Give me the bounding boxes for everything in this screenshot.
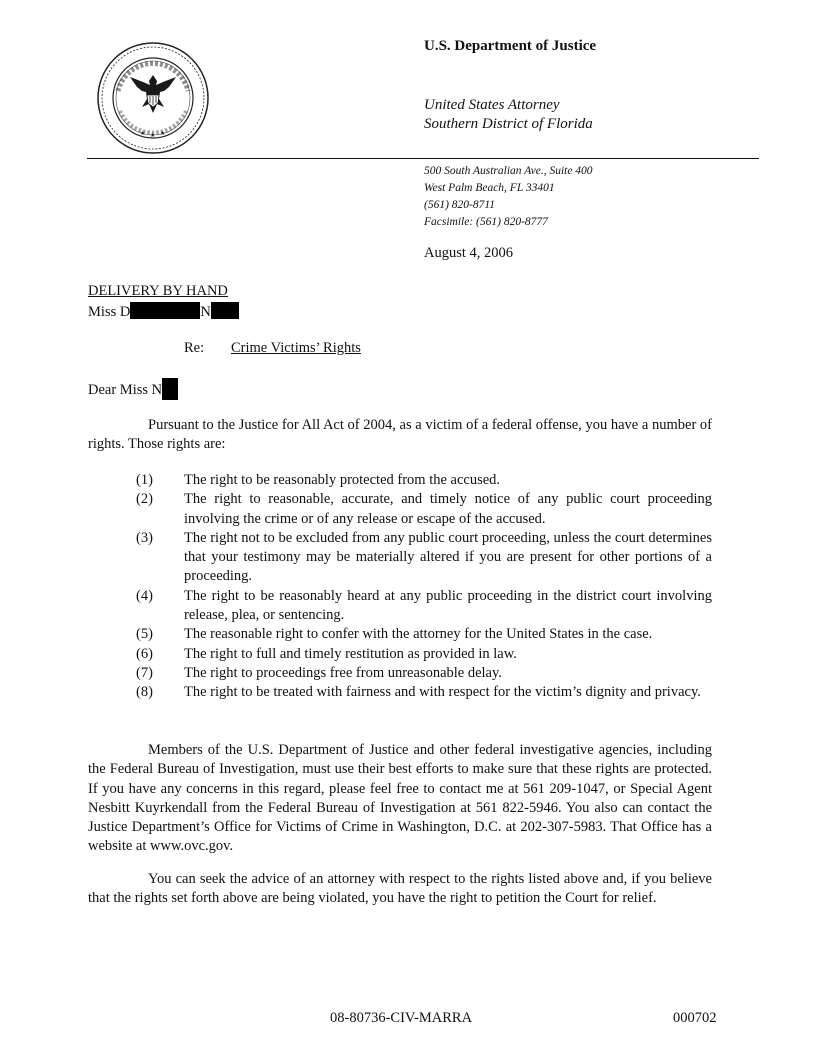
- item-number: (7): [136, 664, 153, 681]
- salutation: [88, 378, 178, 400]
- rights-list: [136, 471, 712, 703]
- contact-text: Members of the U.S. Department of Justice and other federal investigative agencies, including the Federal Bureau of Investigation, must use their best efforts to make sure that these rights are protected. If you have any concerns in this regard, please feel free to contact me at 561 209-1047, or Special Agent Nesbitt Kuyrkendall from the Federal Bureau of Investigation at 561 822-5946. You also can contact the Justice Department’s Office for Victims of Crime in Washington, D.C. at 202-307-5983. That Office has a website at www.ovc.gov.: [88, 742, 712, 855]
- item-number: (8): [136, 684, 153, 701]
- redaction-box: [211, 302, 239, 319]
- intro-paragraph: [88, 416, 712, 455]
- advice-paragraph: [88, 870, 712, 909]
- svg-text:★: ★: [160, 130, 166, 137]
- item-text: The right not to be excluded from any public court proceeding, unless the court determines that your testimony may be materially altered if you are present for other portions of a proceeding.: [184, 529, 712, 585]
- item-text: The right to be treated with fairness and with respect for the victim’s dignity and privacy.: [184, 684, 701, 701]
- letter-date: August 4, 2006: [424, 245, 514, 261]
- item-number: (4): [136, 587, 153, 604]
- agency-name: U.S. Department of Justice: [424, 38, 597, 54]
- office-line-2: Southern District of Florida: [424, 116, 593, 132]
- redaction-box: [162, 378, 178, 400]
- re-subject: Crime Victims’ Rights: [231, 340, 361, 356]
- fax-line: Facsimile: (561) 820-8777: [424, 216, 548, 228]
- item-text: The right to be reasonably heard at any public proceeding in the district court involving release, plea, or sentencing.: [184, 587, 712, 624]
- item-text: The right to full and timely restitution as provided in law.: [184, 645, 517, 662]
- doj-seal-logo: [96, 41, 210, 155]
- item-text: The right to proceedings free from unreasonable delay.: [184, 664, 502, 681]
- item-number: (3): [136, 529, 153, 546]
- list-item: [136, 471, 712, 490]
- item-number: (1): [136, 472, 153, 488]
- item-number: (5): [136, 626, 153, 643]
- addressee-prefix: Miss D: [88, 304, 131, 320]
- list-item: [136, 664, 712, 683]
- office-name: [424, 96, 593, 134]
- list-item: [136, 645, 712, 664]
- svg-text:★: ★: [150, 132, 156, 139]
- list-item: [136, 625, 712, 644]
- item-number: (6): [136, 645, 153, 662]
- bates-number: 000702: [673, 1010, 717, 1026]
- item-text: The reasonable right to confer with the attorney for the United States in the case.: [184, 626, 653, 643]
- intro-text: Pursuant to the Justice for All Act of 2004, as a victim of a federal offense, you have a number of rights. Those rights are:: [88, 417, 712, 453]
- item-text: The right to be reasonably protected from the accused.: [184, 472, 501, 488]
- svg-text:★: ★: [140, 130, 146, 137]
- addressee-name: [88, 302, 239, 321]
- addressee-middle-letter: N: [200, 304, 211, 320]
- salutation-text: Dear Miss N: [88, 382, 163, 398]
- re-label: Re:: [184, 340, 205, 356]
- office-line-1: United States Attorney: [424, 97, 560, 113]
- item-text: The right to reasonable, accurate, and timely notice of any public court proceeding involving the crime or of any release or escape of the accused.: [184, 491, 712, 527]
- list-item: [136, 529, 712, 587]
- list-item: [136, 683, 712, 702]
- letterhead-divider: [87, 158, 759, 159]
- contact-paragraph: [88, 741, 712, 857]
- redaction-box: [130, 302, 200, 319]
- address-line: West Palm Beach, FL 33401: [424, 182, 555, 194]
- delivery-method: DELIVERY BY HAND: [88, 283, 228, 299]
- office-address: [424, 163, 593, 231]
- list-item: [136, 587, 712, 626]
- address-line: 500 South Australian Ave., Suite 400: [424, 165, 593, 177]
- phone-line: (561) 820-8711: [424, 199, 496, 211]
- case-number: 08-80736-CIV-MARRA: [330, 1010, 473, 1026]
- advice-text: You can seek the advice of an attorney with respect to the rights listed above and, if you believe that the rights set forth above are being violated, you have the right to petition the Court for relief.: [88, 871, 712, 907]
- item-number: (2): [136, 491, 153, 508]
- list-item: [136, 490, 712, 529]
